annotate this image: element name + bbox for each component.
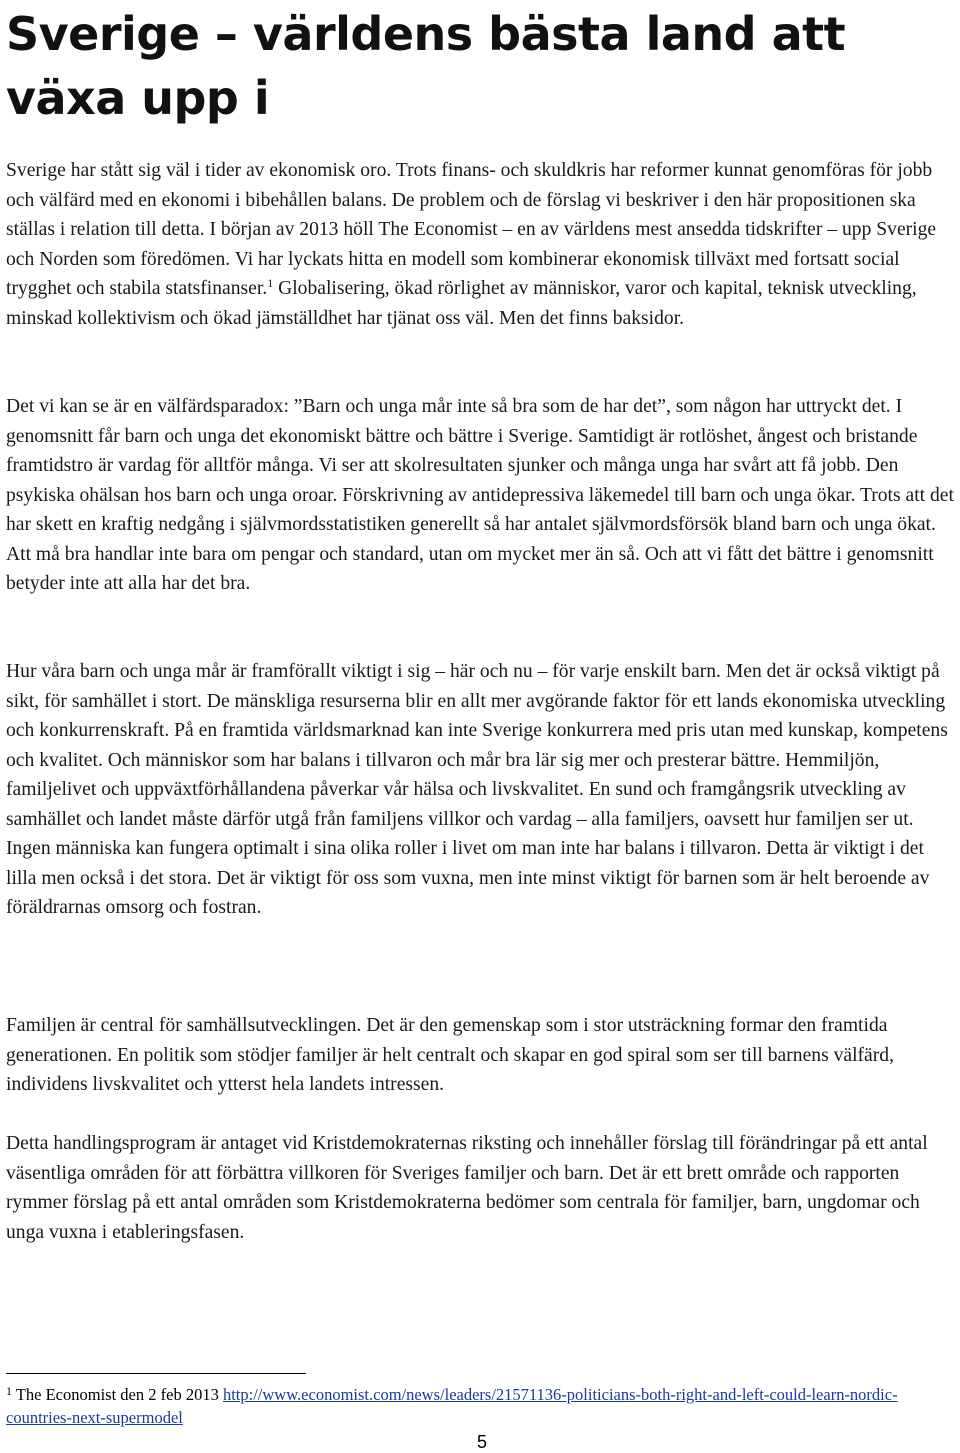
footnote-text: The Economist den 2 feb 2013 [12, 1385, 223, 1404]
footnote-divider [6, 1373, 306, 1374]
paragraph-welfare-paradox: Det vi kan se är en välfärdsparadox: ”Barn och unga mår inte så bra som de har det”, som någon har uttryckt det. I genomsnitt får barn och unga det ekonomiskt bättre och bättre i Sverige. Samtidigt är rotlöshet, ångest och bristande framtidstro är vardag för alltför många. Vi ser att skolresultaten sjunker och många unga har svårt att få jobb. Den psykiska ohälsan hos barn och unga oroar. Förskrivning av antidepressiva läkemedel till barn och unga ökar. Trots att det har skett en kraftig nedgång i självmordsstatistiken generellt så har antalet självmordsförsök bland barn och unga ökat. Att må bra handlar inte bara om pengar och standard, utan om mycket mer än så. Och att vi fått det bättre i genomsnitt betyder inte att alla har det bra. [6, 396, 954, 594]
footnote-reference[interactable]: 1 [267, 276, 274, 290]
footnote [6, 1383, 951, 1429]
paragraph-intro-continuation: Globalisering, ökad rörlighet av människor, varor och kapital, teknisk utveckling, minskad kollektivism och ökad jämställdhet har tjänat oss väl. Men det finns baksidor. [6, 278, 917, 329]
paragraph-children-wellbeing: Hur våra barn och unga mår är framförallt viktigt i sig – här och nu – för varje enskilt barn. Men det är också viktigt på sikt, för samhället i stort. De mänskliga resurserna blir en allt mer avgörande faktor för ett lands ekonomiska utveckling och konkurrenskraft. På en framtida världsmarknad kan inte Sverige konkurrera med pris utan med kunskap, kompetens och kvalitet. Och människor som har balans i tillvaron och mår bra lär sig mer och presterar bättre. Hemmiljön, familjelivet och uppväxtförhållandena påverkar vår hälsa och livskvalitet. En sund och framgångsrik utveckling av samhället och landet måste därför utgå från familjens villkor och vardag – alla familjers, oavsett hur familjen ser ut. Ingen människa kan fungera optimalt i sina olika roller i livet om man inte har balans i tillvaron. Detta är viktigt i det lilla men också i det stora. Det är viktigt för oss som vuxna, men inte minst viktigt för barnen som är helt beroende av föräldrarnas omsorg och fostran. [6, 661, 948, 918]
page-number: 5 [476, 1432, 487, 1452]
paragraph-intro [6, 156, 956, 333]
paragraph-intro-text: Sverige har stått sig väl i tider av ekonomisk oro. Trots finans- och skuldkris har reformer kunnat genomföras för jobb och välfärd med en ekonomi i bibehållen balans. De problem och de förslag vi beskriver i den här propositionen ska ställas i relation till detta. I början av 2013 höll The Economist – en av världens mest ansedda tidskrifter – upp Sverige och Norden som föredömen. Vi har lyckats hitta en modell som kombinerar ekonomisk tillväxt med fortsatt social trygghet och stabila statsfinanser. [6, 160, 937, 299]
footnote-number: 1 [6, 1384, 12, 1398]
paragraph-family-central: Familjen är central för samhällsutvecklingen. Det är den gemenskap som i stor utsträckning formar den framtida generationen. En politik som stödjer familjer är helt centralt och skapar en god spiral som ser till barnens välfärd, individens livskvalitet och ytterst hela landets intressen. [6, 1015, 894, 1095]
paragraph-action-program: Detta handlingsprogram är antaget vid Kristdemokraternas riksting och innehåller förslag till förändringar på ett antal väsentliga områden för att förbättra villkoren för Sveriges familjer och barn. Det är ett brett område och rapporten rymmer förslag på ett antal områden som Kristdemokraterna bedömer som centrala för familjer, barn, ungdomar och unga vuxna i etableringsfasen. [6, 1133, 928, 1243]
page-title: Sverige – världens bästa land att växa upp i [6, 7, 846, 125]
footnote-link[interactable]: http://www.economist.com/news/leaders/21571136-politicians-both-right-and-left-could-learn-nordic-countries-next-supermodel [6, 1385, 898, 1427]
